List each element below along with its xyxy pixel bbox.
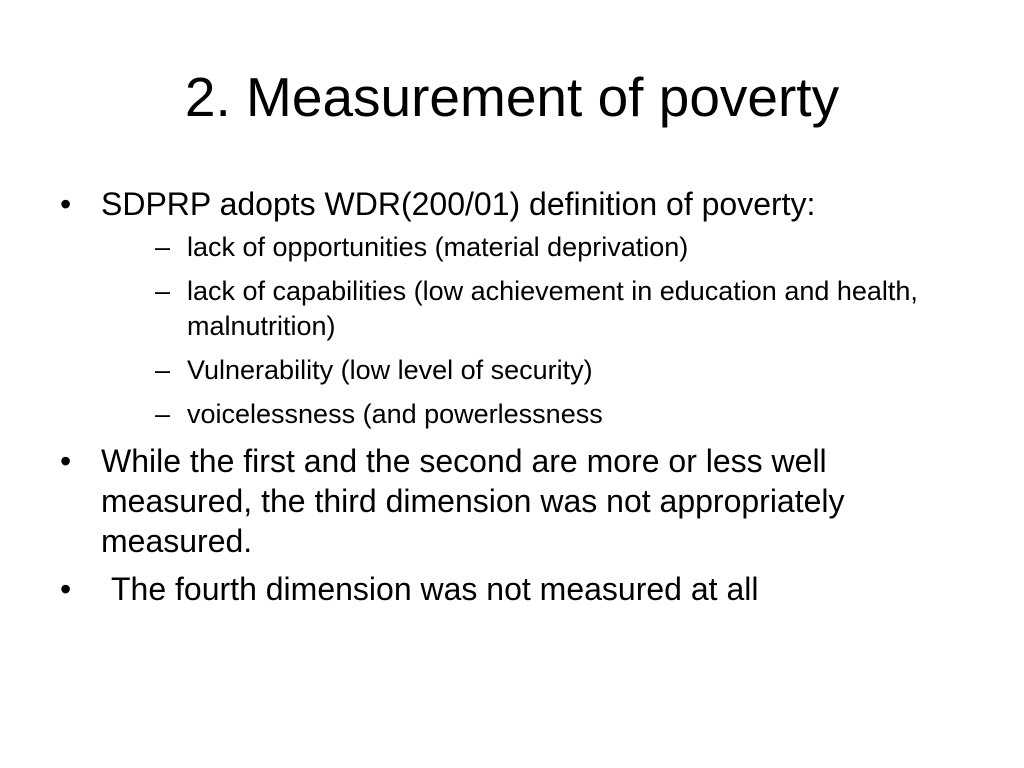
- dash-icon: –: [155, 276, 171, 306]
- sub-item: [101, 230, 980, 265]
- sub-item: [101, 353, 980, 388]
- slide-content: [60, 184, 980, 619]
- sub-item-text: lack of opportunities (material deprivation): [187, 232, 689, 262]
- dash-icon: –: [155, 355, 171, 385]
- sub-item-text: voicelessness (and powerlessness: [187, 399, 603, 429]
- bullet-icon: •: [60, 186, 72, 222]
- sub-item: [101, 274, 980, 344]
- bullet-icon: •: [60, 443, 72, 479]
- bullet-item: [60, 184, 980, 432]
- bullet-icon: •: [60, 571, 72, 607]
- bullet-item: [60, 569, 980, 609]
- bullet-text: The fourth dimension was not measured at all: [111, 571, 759, 607]
- sub-item-text: Vulnerability (low level of security): [187, 355, 593, 385]
- sub-list: [101, 230, 980, 432]
- bullet-text: SDPRP adopts WDR(200/01) definition of poverty:: [101, 186, 816, 222]
- sub-item: [101, 397, 980, 432]
- dash-icon: –: [155, 399, 171, 429]
- sub-item-text: lack of capabilities (low achievement in education and health, malnutrition): [187, 276, 918, 341]
- bullet-text: While the first and the second are more or less well measured, the third dimension was not appropriately measured.: [101, 443, 845, 559]
- dash-icon: –: [155, 232, 171, 262]
- bullet-item: [60, 441, 980, 561]
- slide-title: 2. Measurement of poverty: [184, 66, 840, 128]
